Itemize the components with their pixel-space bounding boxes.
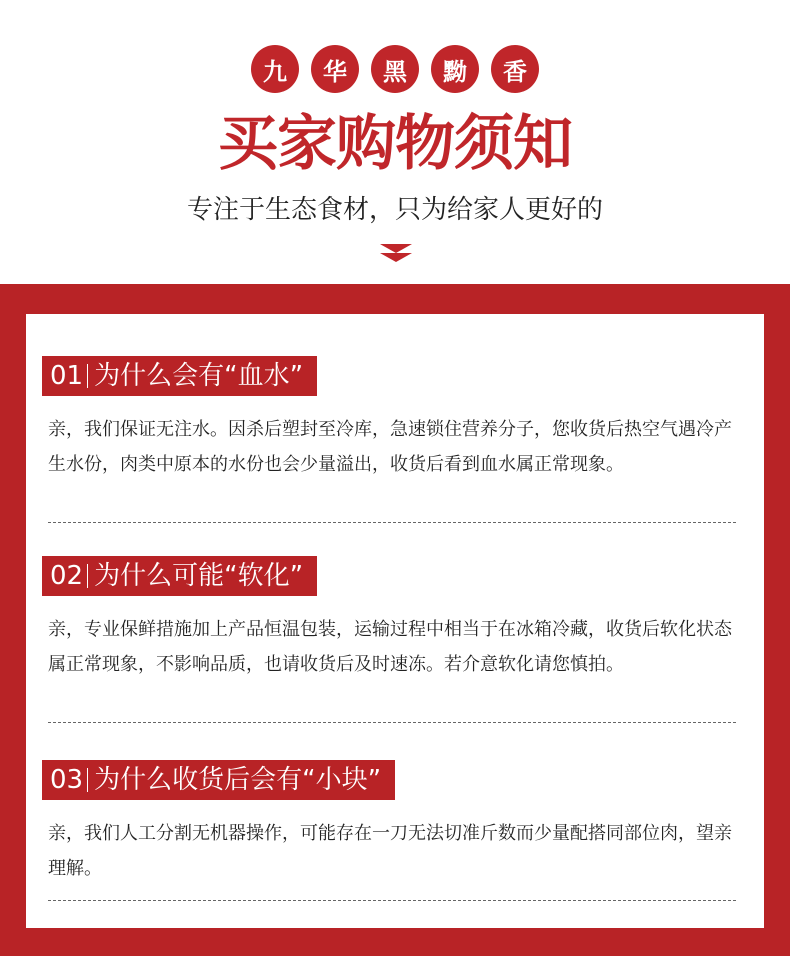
section-title: 为什么收货后会有“小块” — [94, 765, 382, 795]
dashed-divider — [48, 722, 736, 723]
section-title: 为什么可能“软化” — [94, 561, 304, 591]
double-chevron-down-icon — [380, 244, 412, 264]
section-body: 亲，我们人工分割无机器操作，可能存在一刀无法切准斤数而少量配搭同部位肉，望亲理解。 — [48, 823, 732, 879]
dashed-divider — [48, 522, 736, 523]
notice-card — [26, 314, 764, 928]
section-header — [42, 760, 395, 800]
section-body: 亲，我们保证无注水。因杀后塑封至冷库，急速锁住营养分子，您收货后热空气遇冷产生水份，肉类中原本的水份也会少量溢出，收货后看到血水属正常现象。 — [48, 419, 732, 475]
separator — [87, 768, 88, 792]
brand-char: 黑 — [371, 45, 419, 93]
brand-char: 香 — [491, 45, 539, 93]
dashed-divider — [48, 900, 736, 901]
section-number: 02 — [50, 561, 84, 591]
brand-char: 九 — [251, 45, 299, 93]
section-number: 01 — [50, 361, 84, 391]
section-header — [42, 356, 317, 396]
brand-char: 华 — [311, 45, 359, 93]
subtitle: 专注于生态食材，只为给家人更好的 — [186, 195, 603, 225]
separator — [87, 564, 88, 588]
section-title: 为什么会有“血水” — [94, 361, 304, 391]
brand-name — [0, 45, 790, 93]
section-header — [42, 556, 317, 596]
section-number: 03 — [50, 765, 84, 795]
brand-char: 黝 — [431, 45, 479, 93]
header — [0, 0, 790, 284]
separator — [87, 364, 88, 388]
page-title: 买家购物须知 — [218, 109, 572, 179]
section-body: 亲，专业保鲜措施加上产品恒温包装，运输过程中相当于在冰箱冷藏，收货后软化状态属正常现象，不影响品质，也请收货后及时速冻。若介意软化请您慎拍。 — [48, 619, 732, 675]
